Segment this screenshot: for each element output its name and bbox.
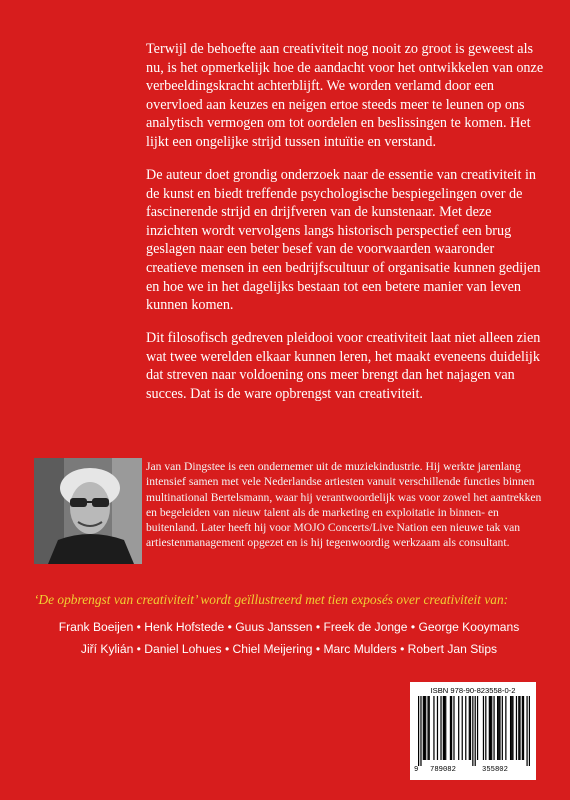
barcode-bar <box>497 696 498 760</box>
barcode-bar <box>483 696 484 760</box>
barcode-bar <box>502 696 503 760</box>
barcode-bar <box>418 696 419 766</box>
isbn-label: ISBN 978-90-823558-0-2 <box>430 686 516 695</box>
barcode-bar <box>491 696 492 760</box>
barcode-bar <box>522 696 523 760</box>
barcode-bar <box>498 696 499 760</box>
barcode-bar <box>453 696 454 760</box>
barcode-bar <box>437 696 438 760</box>
barcode-bar <box>445 696 446 760</box>
barcode-bar <box>450 696 451 760</box>
barcode-bar <box>477 696 478 760</box>
barcode-bar <box>511 696 512 760</box>
isbn-barcode <box>410 682 536 780</box>
blurb-paragraph-3: Dit filosofisch gedreven pleidooi voor creativiteit laat niet alleen zien wat twee werelden elkaar kunnen leren, het maakt eveneens duidelijk dat streven naar voldoening ons meer brengt dan het najagen van succes. Dat is de ware opbrengst van creativiteit. <box>146 330 541 402</box>
barcode-bar <box>505 696 506 760</box>
barcode-bar <box>465 696 466 760</box>
barcode-bar <box>529 696 530 766</box>
contributor-names-row-2: Jiří Kylián • Daniel Lohues • Chiel Meijering • Marc Mulders • Robert Jan Stips <box>80 642 498 656</box>
barcode-bars <box>418 696 530 766</box>
barcode-digits-right: 355802 <box>482 766 508 774</box>
barcode-bar <box>440 696 441 760</box>
illustrated-line: ‘De opbrengst van creativiteit’ wordt geïllustreerd met tien exposés over creativiteit van: <box>34 592 509 607</box>
blurb-paragraph-1: Terwijl de behoefte aan creativiteit nog nooit zo groot is geweest als nu, is het opmerkelijk hoe de aandacht voor het ontwikkelen van onze verbeeldingskracht achterblijft. We worden verlamd door een overvloed aan keuzes en neigen ertoe steeds meer te leunen op ons analytisch vermogen om tot oordelen en beslissingen te komen. Het lijkt een ongelijke strijd tussen intuïtie en verstand. <box>146 41 544 150</box>
barcode-bar <box>519 696 520 760</box>
barcode-bar <box>451 696 452 760</box>
barcode-digit-first: 9 <box>414 766 419 774</box>
barcode-bar <box>518 696 519 760</box>
barcode-bar <box>469 696 470 760</box>
contributor-names-row-1: Frank Boeijen • Henk Hofstede • Guus Janssen • Freek de Jonge • George Kooymans <box>58 620 520 634</box>
author-portrait-image <box>34 458 142 564</box>
blurb-paragraph-2: De auteur doet grondig onderzoek naar de essentie van creativiteit in de kunst en biedt treffende psychologische bespiegelingen over de fascinerende strijd en drijfveren van de kunstenaar. Met deze inzichten wordt vervolgens langs historisch perspectief een brug geslagen naar een beter besef van de voorwaarden waaronder creatieve mensen in een bedrijfscultuur of organisatie kunnen gedijen en hoe we in het dagelijks bestaan tot een betere manier van leven kunnen komen. <box>146 167 541 314</box>
barcode-bar <box>429 696 430 760</box>
barcode-bar <box>462 696 463 760</box>
barcode-bar <box>425 696 426 760</box>
barcode-bar <box>490 696 491 760</box>
barcode-bar <box>458 696 459 760</box>
author-bio: Jan van Dingstee is een ondernemer uit de muziekindustrie. Hij werkte jarenlang intensief samen met vele Nederlandse artiesten vanuit verschillende functies binnen multinational Bertelsmann, waar hij verantwoordelijk was voor zowel het aantrekken en begeleiden van nieuw talent als de marketing en exploitatie in binnen- en buitenland. Later heeft hij voor MOJO Concerts/Live Nation een nieuwe tak van artiestenmanagement opgezet en is hij tegenwoordig werkzaam als consultant. <box>146 460 542 550</box>
author-photo <box>34 458 142 564</box>
barcode-bar <box>443 696 444 760</box>
barcode-bar <box>510 696 511 760</box>
barcode-bar <box>475 696 476 766</box>
barcode-bar <box>424 696 425 760</box>
barcode-digits-left: 789082 <box>430 766 456 774</box>
barcode-bar <box>433 696 434 760</box>
barcode-bar <box>493 696 494 760</box>
barcode-bar <box>516 696 517 760</box>
barcode-bar <box>499 696 500 760</box>
barcode-bar <box>526 696 527 766</box>
barcode-bar <box>472 696 473 766</box>
barcode-bar <box>485 696 486 760</box>
barcode-bar <box>423 696 424 760</box>
barcode-bar <box>420 696 421 766</box>
barcode-bar <box>512 696 513 760</box>
barcode-bar <box>427 696 428 760</box>
barcode-bar <box>470 696 471 760</box>
barcode-bar <box>444 696 445 760</box>
barcode-bar <box>523 696 524 760</box>
barcode-bar <box>489 696 490 760</box>
